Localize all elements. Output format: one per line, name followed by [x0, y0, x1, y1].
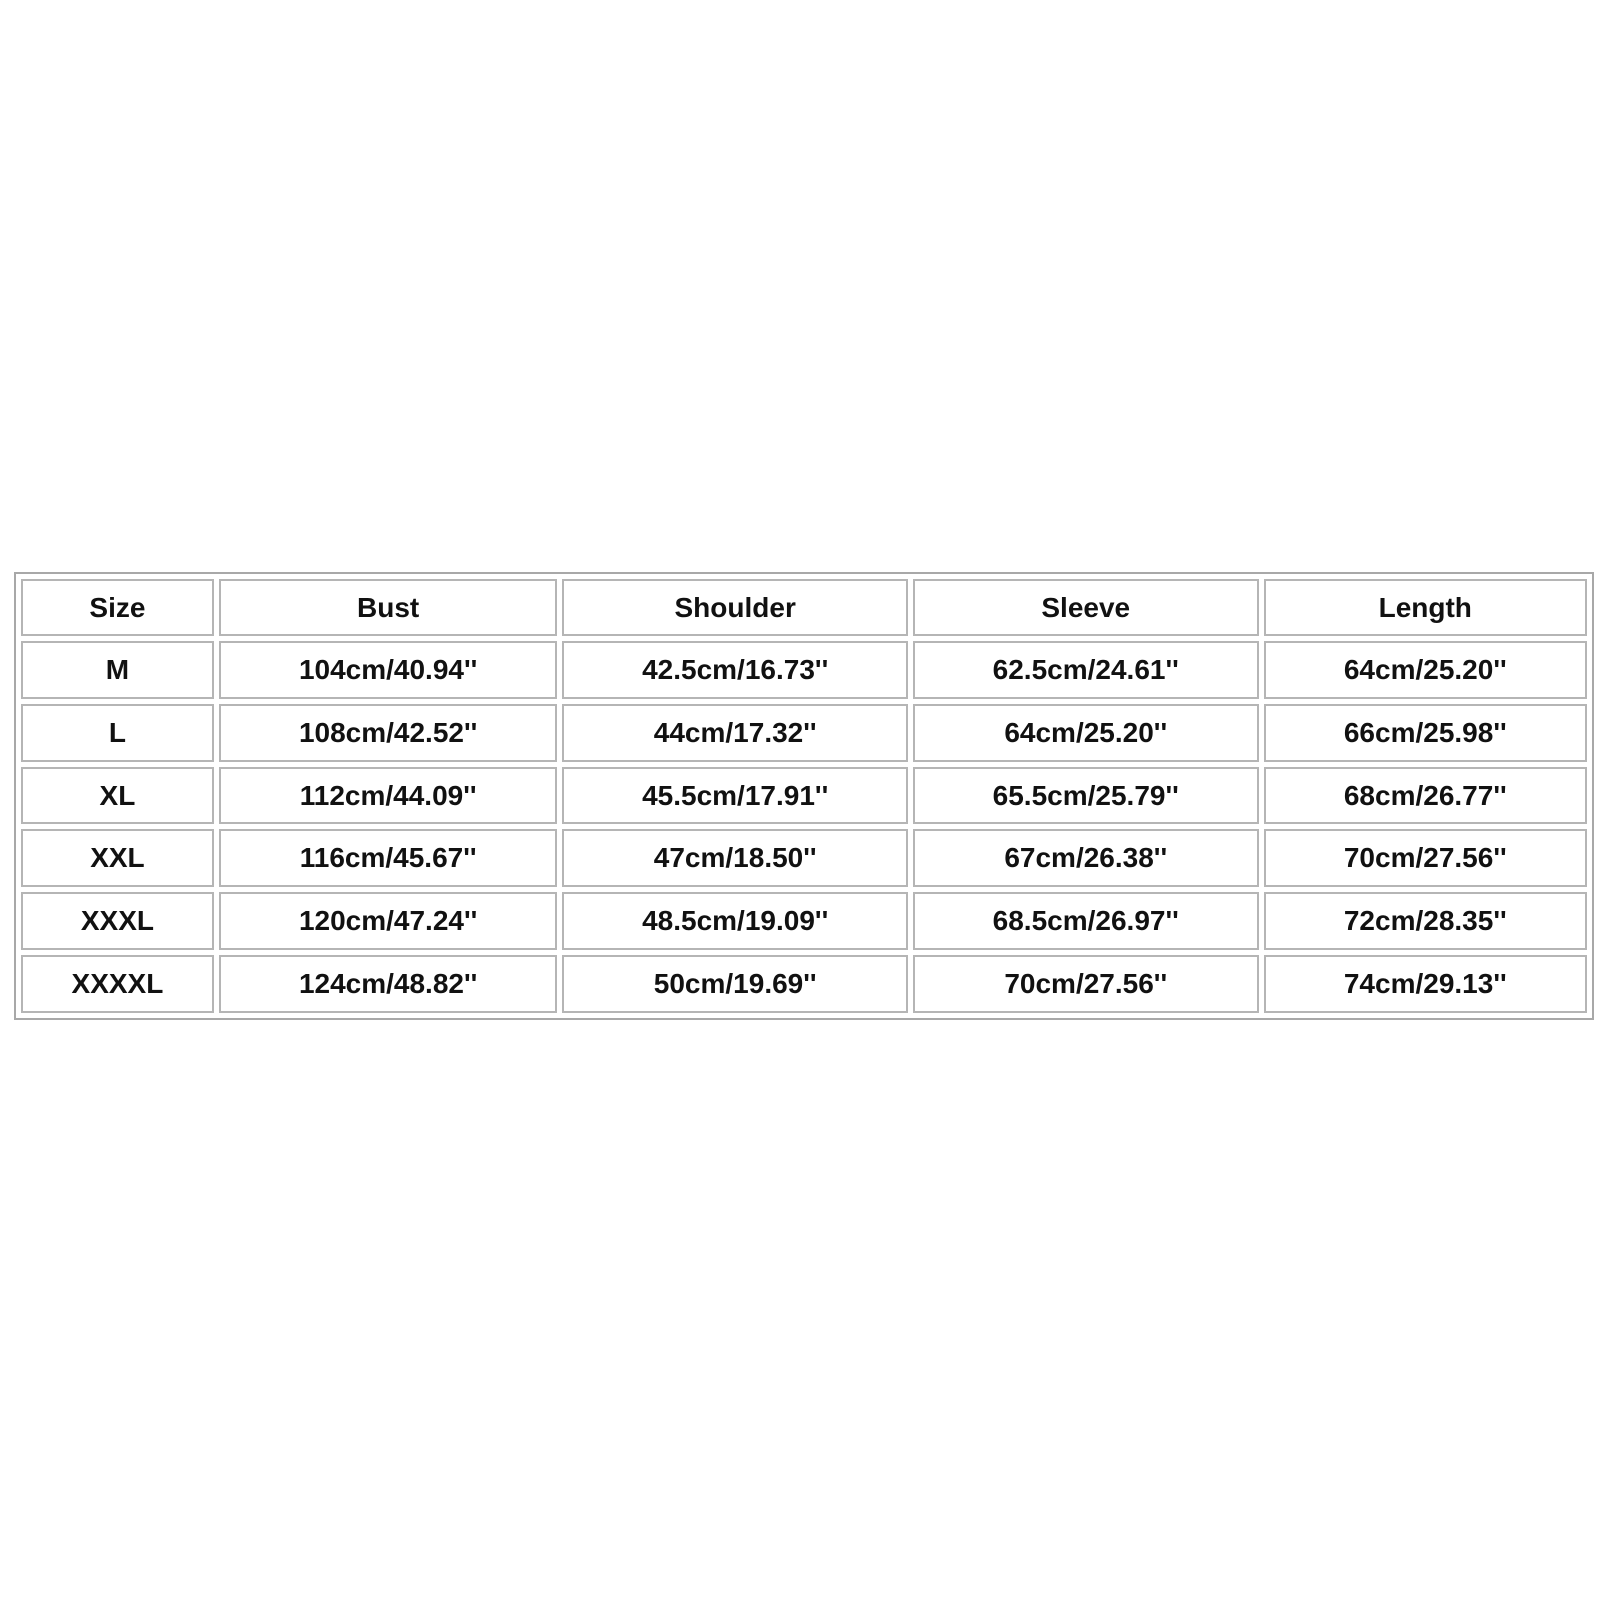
header-length: Length [1264, 579, 1587, 636]
header-size: Size [21, 579, 214, 636]
shoulder-cell: 47cm/18.50'' [562, 829, 908, 887]
length-cell: 66cm/25.98'' [1264, 704, 1587, 762]
bust-cell: 120cm/47.24'' [219, 892, 558, 950]
shoulder-cell: 45.5cm/17.91'' [562, 767, 908, 825]
sleeve-cell: 65.5cm/25.79'' [913, 767, 1259, 825]
size-chart-table [14, 572, 1594, 1020]
shoulder-cell: 42.5cm/16.73'' [562, 641, 908, 699]
table-row [21, 641, 1587, 699]
shoulder-cell: 50cm/19.69'' [562, 955, 908, 1013]
size-cell: XXXL [21, 892, 214, 950]
length-cell: 64cm/25.20'' [1264, 641, 1587, 699]
length-cell: 68cm/26.77'' [1264, 767, 1587, 825]
length-cell: 72cm/28.35'' [1264, 892, 1587, 950]
header-bust: Bust [219, 579, 558, 636]
size-cell: XXL [21, 829, 214, 887]
header-sleeve: Sleeve [913, 579, 1259, 636]
table-row [21, 829, 1587, 887]
bust-cell: 116cm/45.67'' [219, 829, 558, 887]
sleeve-cell: 68.5cm/26.97'' [913, 892, 1259, 950]
size-cell: L [21, 704, 214, 762]
bust-cell: 104cm/40.94'' [219, 641, 558, 699]
bust-cell: 124cm/48.82'' [219, 955, 558, 1013]
header-row [21, 579, 1587, 636]
table-row [21, 892, 1587, 950]
size-cell: XXXXL [21, 955, 214, 1013]
header-shoulder: Shoulder [562, 579, 908, 636]
length-cell: 74cm/29.13'' [1264, 955, 1587, 1013]
size-cell: M [21, 641, 214, 699]
sleeve-cell: 64cm/25.20'' [913, 704, 1259, 762]
sleeve-cell: 62.5cm/24.61'' [913, 641, 1259, 699]
sleeve-cell: 67cm/26.38'' [913, 829, 1259, 887]
table-row [21, 955, 1587, 1013]
bust-cell: 108cm/42.52'' [219, 704, 558, 762]
length-cell: 70cm/27.56'' [1264, 829, 1587, 887]
size-cell: XL [21, 767, 214, 825]
sleeve-cell: 70cm/27.56'' [913, 955, 1259, 1013]
bust-cell: 112cm/44.09'' [219, 767, 558, 825]
table-row [21, 704, 1587, 762]
shoulder-cell: 44cm/17.32'' [562, 704, 908, 762]
shoulder-cell: 48.5cm/19.09'' [562, 892, 908, 950]
table-row [21, 767, 1587, 825]
